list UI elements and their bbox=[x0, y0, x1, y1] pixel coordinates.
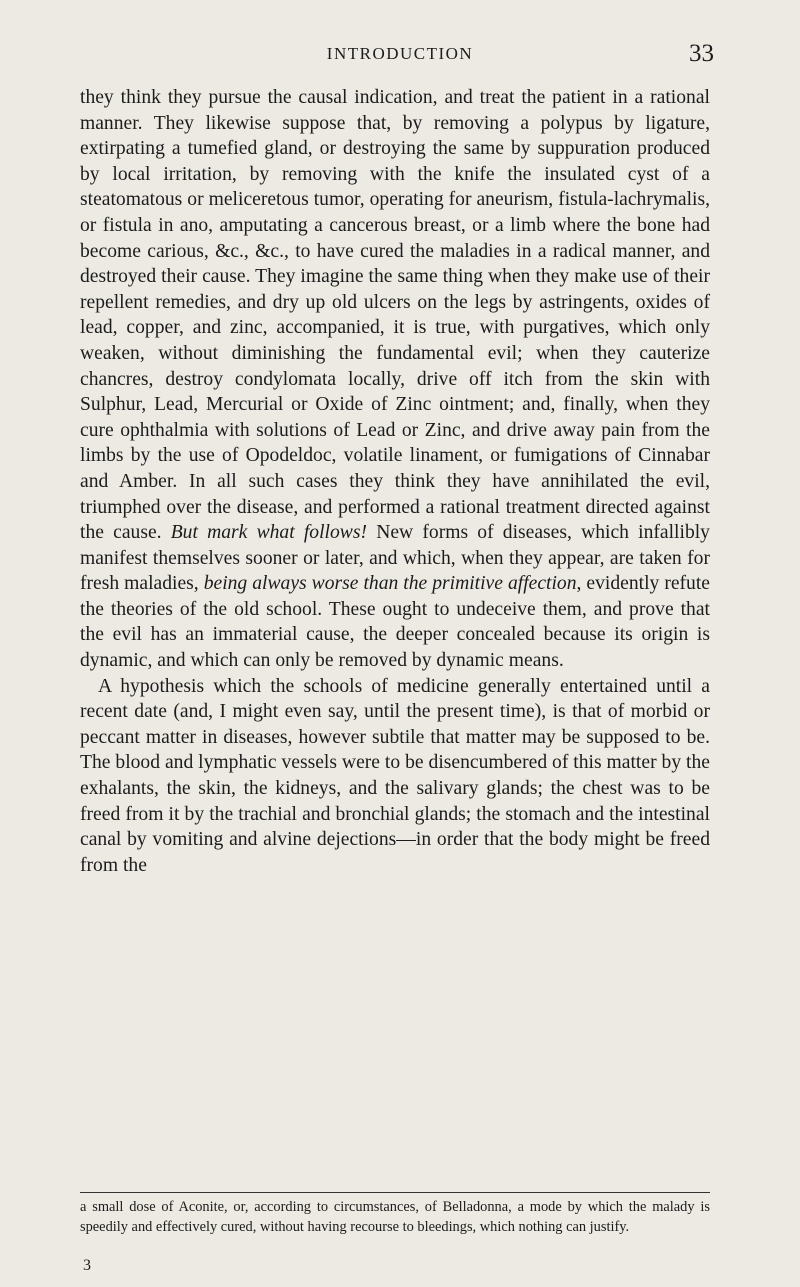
page-header bbox=[40, 40, 760, 78]
page-number: 33 bbox=[689, 40, 714, 67]
paragraph-2: A hypothesis which the schools of medicine generally entertained until a recent date (and, I might even say, until the present time), is that of morbid or peccant matter in diseases, however subtile that matter may be supposed to be. The blood and lymphatic vessels were to be disencumbered of this matter by the exhalants, the skin, the kidneys, and the salivary glands; the chest was to be freed from it by the trachial and bronchial glands; the stomach and the intestinal canal by vomiting and alvine dejections—in order that the body might be freed from the bbox=[80, 675, 710, 876]
paragraph-1 bbox=[80, 85, 710, 674]
emphasis-being-worse: being always worse than the primitive affection bbox=[203, 573, 577, 595]
running-head: INTRODUCTION bbox=[326, 44, 474, 63]
main-text bbox=[80, 85, 710, 878]
signature-mark: 3 bbox=[83, 1257, 91, 1274]
emphasis-but-mark: But mark what follows! bbox=[170, 522, 368, 544]
footnote bbox=[80, 1197, 710, 1237]
footnote-rule bbox=[80, 1192, 710, 1193]
paragraph-1-part-a: they think they pursue the causal indication, and treat the patient in a rational manner. They likewise suppose that, by removing a polypus by ligature, extirpating a tumefied gland, or destroying the same by suppuration produced by local irritation, by removing with the knife the insulated cyst of a steatomatous or meliceretous tumor, operating for aneurism, fistula-lachrymalis, or fistula in ano, amputating a cancerous breast, or a limb where the bone had become carious, &c., &c., to have cured the maladies in a radical manner, and destroyed their cause. They imagine the same thing when they make use of their repellent remedies, and dry up old ulcers on the legs by astringents, oxides of lead, copper, and zinc, accompanied, it is true, with purgatives, which only weaken, without diminishing the fundamental evil; when they cauterize chancres, destroy condylomata locally, drive off itch from the skin with Sulphur, Lead, Mercurial or Oxide of Zinc ointment; and, finally, when they cure ophthalmia with solutions of Lead or Zinc, and drive away pain from the limbs by the use of Opodeldoc, volatile linament, or fumigations of Cinnabar and Amber. In all such cases they think they have annihilated the evil, triumphed over the disease, and performed a rational treatment directed against the cause. bbox=[80, 87, 710, 544]
footnote-text: a small dose of Aconite, or, according to circumstances, of Belladonna, a mode by which the malady is speedily and effectively cured, without having recourse to bleedings, which nothing can justify. bbox=[80, 1199, 710, 1235]
paragraph-1-part-c: , evidently refute the theories of the old school. These ought to undeceive them, and prove that the evil has an immaterial cause, the deeper concealed because its origin is dynamic, and which can only be removed by dynamic means. bbox=[80, 573, 710, 672]
paragraph-1-part-b: New forms of diseases, which infallibly manifest themselves sooner or later, and which, when they appear, are taken for fresh maladies, bbox=[80, 522, 710, 595]
